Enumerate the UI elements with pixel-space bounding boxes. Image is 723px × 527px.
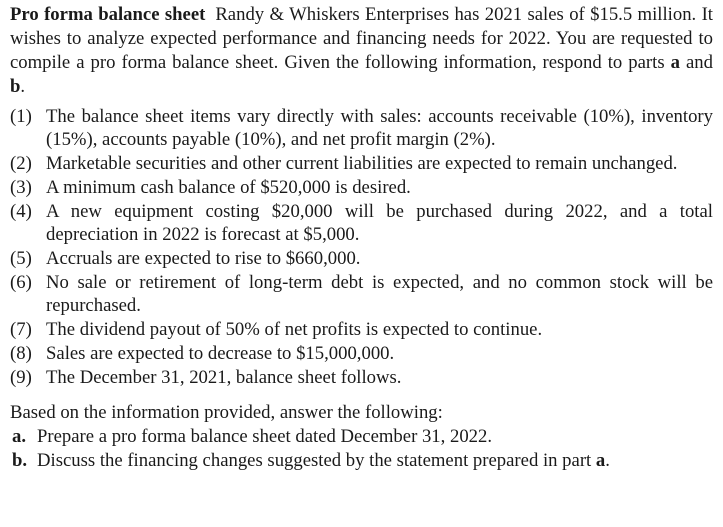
- given-item: [10, 176, 713, 199]
- given-items-list: [10, 105, 713, 389]
- item-text: No sale or retirement of long-term debt is expected, and no common stock will be repurchased.: [46, 272, 713, 316]
- given-item: [10, 152, 713, 175]
- intro-end: .: [20, 76, 26, 97]
- intro-text: Randy & Whiskers Enterprises has 2021 sales of $15.5 million. It wishes to analyze expected performance and financing needs for 2022. You are requested to compile a pro forma balance sheet. Given the following information, respond to parts: [10, 4, 713, 73]
- part-text: Prepare a pro forma balance sheet dated December 31, 2022.: [37, 426, 493, 447]
- problem-heading: Pro forma balance sheet: [10, 4, 206, 25]
- item-number: (5): [10, 248, 32, 269]
- question-parts-list: [10, 425, 713, 473]
- given-item: [10, 247, 713, 270]
- item-number: (7): [10, 319, 32, 340]
- question-prompt: Based on the information provided, answer the following:: [10, 402, 443, 423]
- item-number: (1): [10, 106, 32, 127]
- given-item: [10, 318, 713, 341]
- part-reference: a: [595, 450, 606, 471]
- given-item: [10, 200, 713, 246]
- given-item: [10, 342, 713, 365]
- item-text: Accruals are expected to rise to $660,000.: [46, 248, 361, 269]
- part-letter: a.: [12, 426, 27, 447]
- item-number: (3): [10, 177, 32, 198]
- item-text: The December 31, 2021, balance sheet follows.: [46, 367, 402, 388]
- question-part: [10, 425, 713, 449]
- item-number: (8): [10, 343, 32, 364]
- item-number: (4): [10, 201, 32, 222]
- problem-intro: [10, 3, 713, 99]
- item-number: (9): [10, 367, 32, 388]
- item-text: Marketable securities and other current liabilities are expected to remain unchanged.: [46, 153, 678, 174]
- part-end: .: [605, 450, 610, 471]
- given-item: [10, 105, 713, 151]
- part-text: Discuss the financing changes suggested by the statement prepared in part: [37, 450, 596, 471]
- given-item: [10, 271, 713, 317]
- item-text: A minimum cash balance of $520,000 is desired.: [46, 177, 411, 198]
- question-part: [10, 449, 713, 473]
- given-item: [10, 366, 713, 389]
- intro-and: and: [679, 52, 713, 73]
- intro-part-b-ref: b: [10, 76, 21, 97]
- item-text: Sales are expected to decrease to $15,000,000.: [46, 343, 395, 364]
- part-letter: b.: [12, 450, 28, 471]
- item-text: The balance sheet items vary directly with sales: accounts receivable (10%), inventory (15%), accounts payable (10%), and net profit margin (2%).: [46, 106, 713, 150]
- item-number: (6): [10, 272, 32, 293]
- item-text: The dividend payout of 50% of net profits is expected to continue.: [46, 319, 543, 340]
- item-number: (2): [10, 153, 32, 174]
- item-text: A new equipment costing $20,000 will be purchased during 2022, and a total depreciation in 2022 is forecast at $5,000.: [46, 201, 713, 245]
- intro-part-a-ref: a: [670, 52, 680, 73]
